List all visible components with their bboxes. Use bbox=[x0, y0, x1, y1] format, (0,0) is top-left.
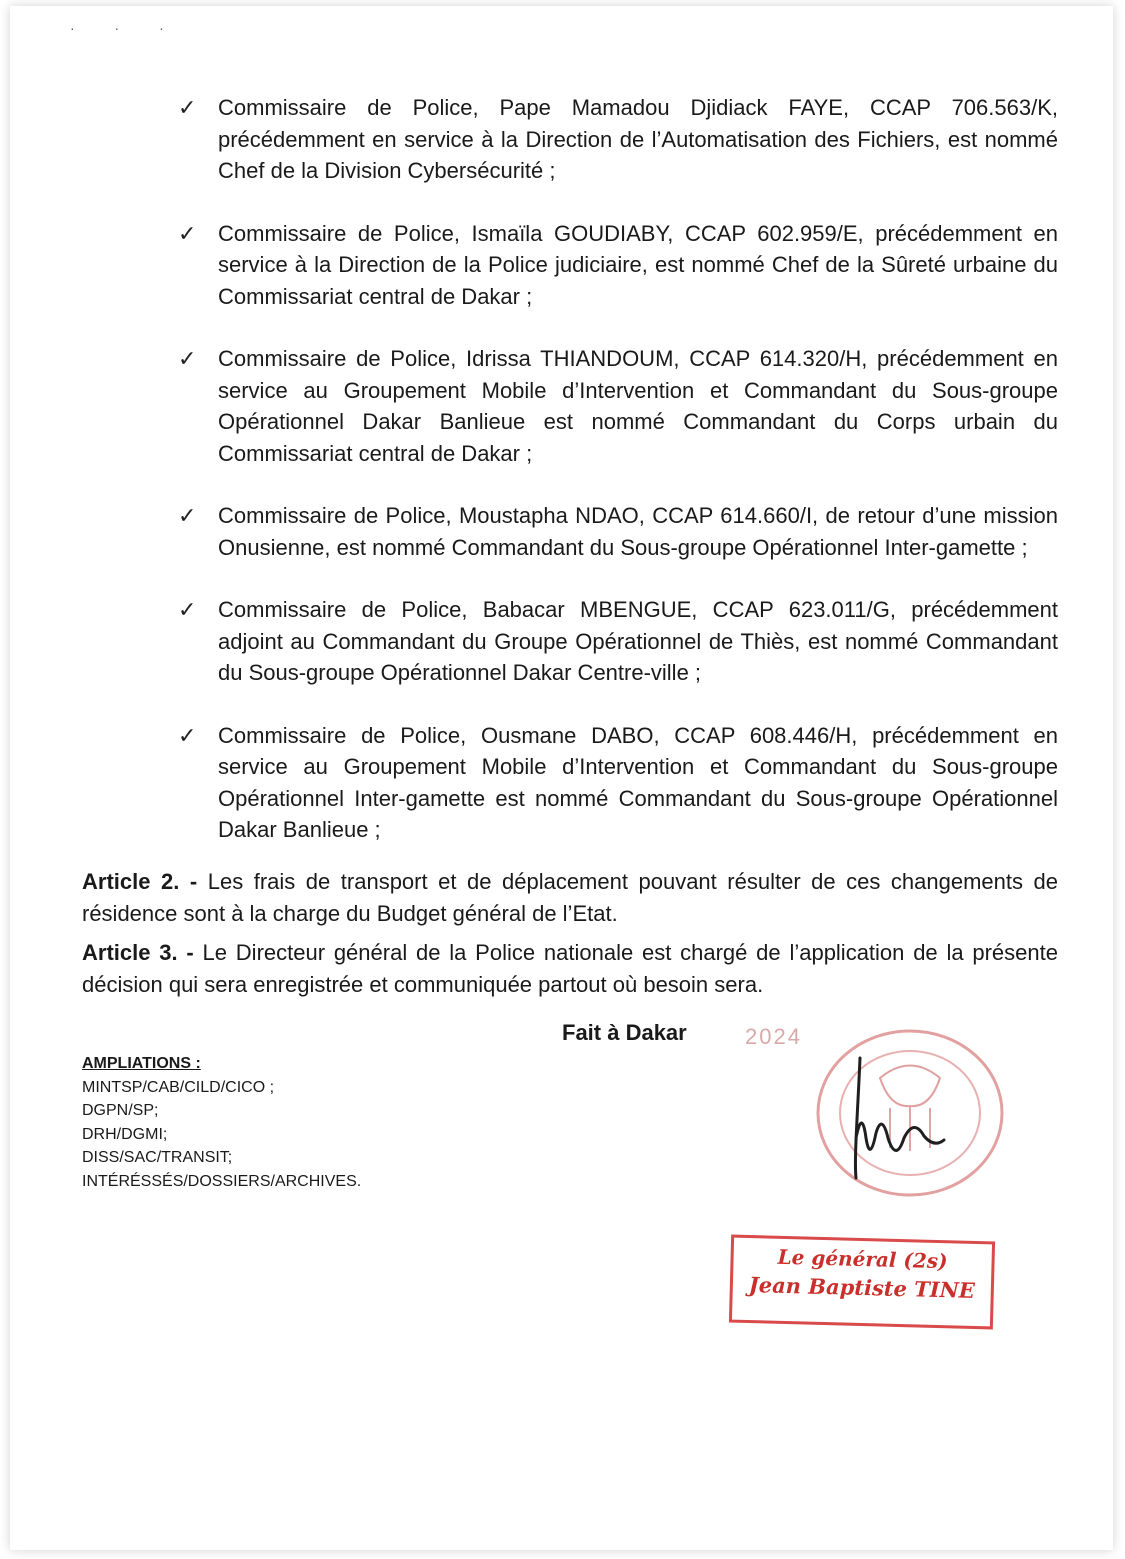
place-of-signature: Fait à Dakar bbox=[562, 1020, 687, 1045]
article-label: Article 3. - bbox=[82, 940, 194, 965]
ampliation-line: MINTSP/CAB/CILD/CICO ; bbox=[82, 1078, 275, 1096]
checkmark-icon: ✓ bbox=[178, 220, 197, 246]
list-item-text: Commissaire de Police, Pape Mamadou Djidiack FAYE, CCAP 706.563/K, précédemment en service à la Direction de l’Automatisation des Fichiers, est nommé Chef de la Division Cybersécurité ; bbox=[218, 95, 1058, 183]
signatory-stamp bbox=[729, 1235, 995, 1330]
ampliations-title: AMPLIATIONS : bbox=[82, 1055, 201, 1072]
list-item-text: Commissaire de Police, Babacar MBENGUE, CCAP 623.011/G, précédemment adjoint au Commandant du Groupe Opérationnel de Thiès, est nommé Commandant du Sous-groupe Opérationnel Dakar Centre-ville ; bbox=[218, 597, 1058, 685]
ampliations bbox=[82, 1052, 361, 1193]
appointment-list bbox=[178, 92, 1058, 877]
ampliation-line: DISS/SAC/TRANSIT; bbox=[82, 1149, 233, 1166]
checkmark-icon: ✓ bbox=[178, 95, 197, 120]
checkmark-icon: ✓ bbox=[178, 597, 197, 622]
articles-section bbox=[82, 866, 1058, 1008]
document-page bbox=[10, 6, 1113, 1550]
checkmark-icon: ✓ bbox=[178, 503, 197, 528]
list-item bbox=[178, 720, 1058, 846]
list-item-text: Commissaire de Police, Idrissa THIANDOUM, CCAP 614.320/H, précédemment en service au Groupement Mobile d’Intervention et Commandant du Sous-groupe Opérationnel Dakar Banlieue est nommé Commandant du Corps urbain du Commissariat central de Dakar ; bbox=[218, 346, 1058, 466]
list-item-text: Commissaire de Police, Ousmane DABO, CCAP 608.446/H, précédemment en service au Groupement Mobile d’Intervention et Commandant du Sous-groupe Opérationnel Inter-gamette est nommé Commandant du Sous-groupe Opérationnel Dakar Banlieue ; bbox=[218, 722, 1058, 842]
article-text: Le Directeur général de la Police nationale est chargé de l’application de la présente décision qui sera enregistrée et communiquée partout où besoin sera. bbox=[82, 940, 1058, 997]
scan-specks: · · · bbox=[70, 20, 182, 36]
signatory-name: Jean Baptiste TINE bbox=[748, 1272, 976, 1303]
checkmark-icon: ✓ bbox=[178, 346, 197, 371]
list-item bbox=[178, 500, 1058, 563]
date-stamp-year: 2024 bbox=[745, 1024, 802, 1049]
official-seal-with-signature bbox=[770, 1018, 1010, 1208]
list-item bbox=[178, 594, 1058, 689]
article-text: Les frais de transport et de déplacement pouvant résulter de ces changements de résidence sont à la charge du Budget général de l’Etat. bbox=[82, 869, 1059, 926]
list-item bbox=[178, 218, 1058, 313]
list-item-text: Commissaire de Police, Moustapha NDAO, CCAP 614.660/I, de retour d’une mission Onusienne, est nommé Commandant du Sous-groupe Opérationnel Inter-gamette ; bbox=[218, 503, 1058, 560]
signatory-rank: Le général (2s) bbox=[777, 1244, 948, 1274]
checkmark-icon: ✓ bbox=[178, 722, 197, 748]
article-2 bbox=[82, 866, 1058, 929]
ampliation-line: DRH/DGMI; bbox=[82, 1125, 168, 1143]
list-item bbox=[178, 343, 1058, 469]
ampliation-line: INTÉRÉSSÉS/DOSSIERS/ARCHIVES. bbox=[82, 1172, 362, 1190]
list-item bbox=[178, 92, 1058, 187]
article-3 bbox=[82, 937, 1058, 1000]
ampliation-line: DGPN/SP; bbox=[82, 1102, 159, 1119]
article-label: Article 2. - bbox=[82, 869, 198, 894]
list-item-text: Commissaire de Police, Ismaïla GOUDIABY, CCAP 602.959/E, précédemment en service à la Direction de la Police judiciaire, est nommé Chef de la Sûreté urbaine du Commissariat central de Dakar ; bbox=[218, 220, 1058, 309]
